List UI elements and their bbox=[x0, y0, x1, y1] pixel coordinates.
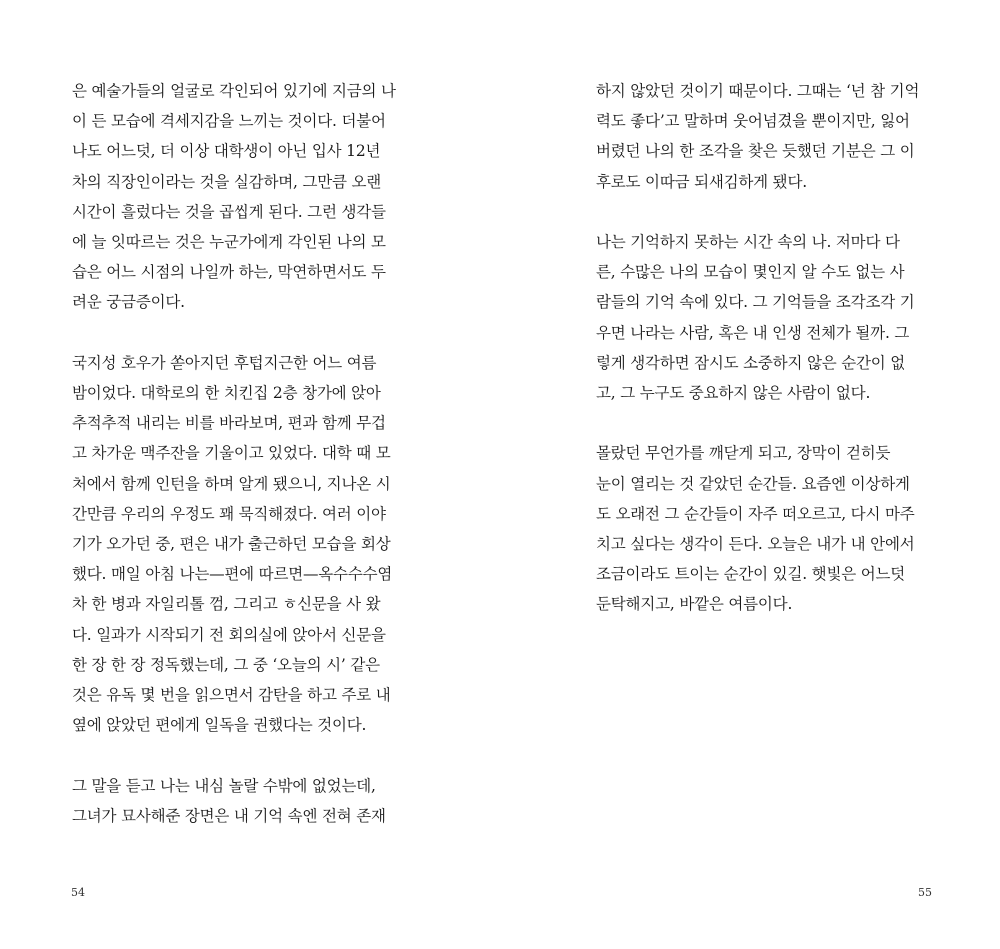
paragraph: 몰랐던 무언가를 깨닫게 되고, 장막이 걷히듯 눈이 열리는 것 같았던 순간들. 요즘엔 이상하게 도 오래전 그 순간들이 자주 떠오르고, 다시 마주 치고 싶다는 생각이 든다. 오늘은 내가 내 안에서 조금이라도 트이는 순간이 있길. 햇빛은 어느덧 둔탁해지고, 바깥은 여름이다. bbox=[596, 444, 915, 614]
page-number: 54 bbox=[71, 886, 85, 899]
paragraph: 하지 않았던 것이기 때문이다. 그때는 ‘넌 참 기억 력도 좋다’고 말하며 웃어넘겼을 뿐이지만, 잃어 버렸던 나의 한 조각을 찾은 듯했던 기분은 그 이 후로도 이따금 되새김하게 됐다. bbox=[596, 82, 920, 191]
paragraph: 나는 기억하지 못하는 시간 속의 나. 저마다 다 른, 수많은 나의 모습이 몇인지 알 수도 없는 사 람들의 기억 속에 있다. 그 기억들을 조각조각 기 우면 나라는 사람, 혹은 내 인생 전체가 될까. 그 렇게 생각하면 잠시도 소중하지 않은 순간이 없 고, 그 누구도 중요하지 않은 사람이 없다. bbox=[596, 233, 915, 403]
right-page bbox=[500, 0, 1000, 949]
right-page-body bbox=[596, 76, 930, 620]
paragraph: 그 말을 듣고 나는 내심 놀랄 수밖에 없었는데, 그녀가 묘사해준 장면은 내 기억 속엔 전혀 존재 bbox=[72, 776, 386, 825]
paragraph: 은 예술가들의 얼굴로 각인되어 있기에 지금의 나 이 든 모습에 격세지감을 느끼는 것이다. 더불어 나도 어느덧, 더 이상 대학생이 아닌 입사 12년 차의 직장인이라는 것을 실감하며, 그만큼 오랜 시간이 흘렀다는 것을 곱씹게 된다. 그런 생각들 에 늘 잇따르는 것은 누군가에게 각인된 나의 모 습은 어느 시점의 나일까 하는, 막연하면서도 두 려운 궁금증이다. bbox=[72, 82, 396, 312]
left-page-body bbox=[72, 76, 406, 831]
paragraph: 국지성 호우가 쏟아지던 후텁지근한 어느 여름 밤이었다. 대학로의 한 치킨집 2층 창가에 앉아 추적추적 내리는 비를 바라보며, 편과 함께 무겁 고 차가운 맥주잔을 기울이고 있었다. 대학 때 모 처에서 함께 인턴을 하며 알게 됐으니, 지나온 시 간만큼 우리의 우정도 꽤 묵직해졌다. 여러 이야 기가 오가던 중, 편은 내가 출근하던 모습을 회상 했다. 매일 아침 나는—편에 따르면—옥수수수염 차 한 병과 자일리톨 껌, 그리고 ㅎ신문을 사 왔 다. 일과가 시작되기 전 회의실에 앉아서 신문을 한 장 한 장 정독했는데, 그 중 ‘오늘의 시’ 같은 것은 유독 몇 번을 읽으면서 감탄을 하고 주로 내 옆에 앉았던 편에게 일독을 권했다는 것이다. bbox=[72, 353, 393, 735]
page-number: 55 bbox=[918, 886, 932, 899]
